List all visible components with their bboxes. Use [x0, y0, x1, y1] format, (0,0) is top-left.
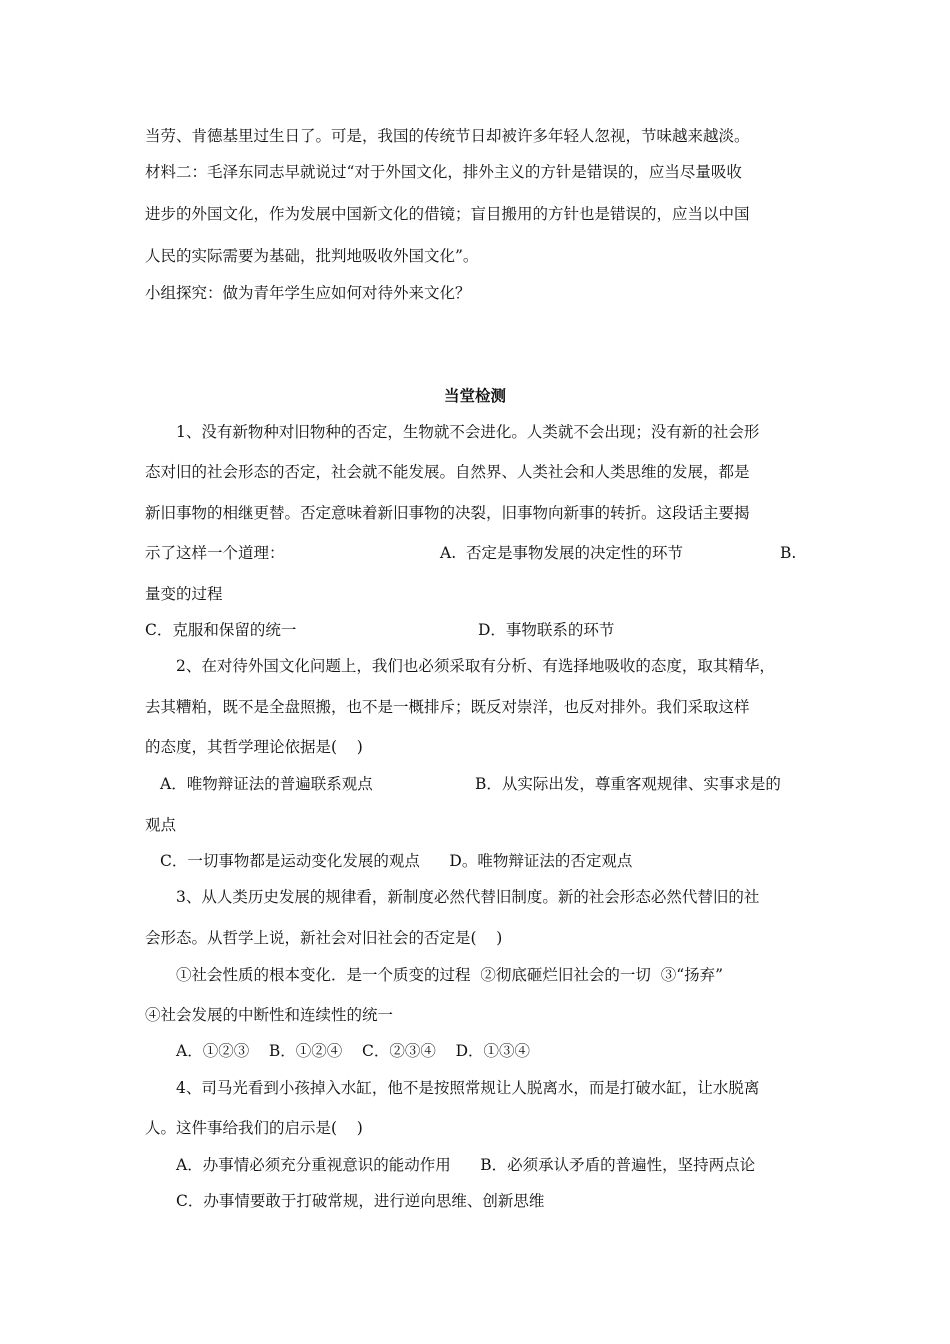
q1-option-a: A. 否定是事物发展的决定性的环节: [440, 544, 683, 562]
q2-line-1: 2、在对待外国文化问题上，我们也必须采取有分析、有选择地吸收的态度，取其精华，: [176, 657, 775, 675]
q4-line-1: 4、司马光看到小孩掉入水缸，他不是按照常规让人脱离水，而是打破水缸，让水脱离: [176, 1079, 760, 1097]
q1-line-3: 新旧事物的相继更替。否定意味着新旧事物的决裂，旧事物向新事的转折。这段话主要揭: [145, 504, 750, 522]
q2-option-b-cont: 观点: [145, 816, 177, 834]
q1-line-1: 1、没有新物种对旧物种的否定，生物就不会进化。人类就不会出现；没有新的社会形: [176, 423, 760, 441]
q2-option-a: A．唯物辩证法的普遍联系观点: [160, 775, 373, 793]
group-inquiry: 小组探究：做为青年学生应如何对待外来文化？: [145, 284, 471, 302]
q1-option-c: C．克服和保留的统一: [145, 621, 297, 639]
q4-option-c: C．办事情要敢于打破常规，进行逆向思维、创新思维: [176, 1192, 545, 1210]
section-title: 当堂检测: [443, 387, 506, 405]
material-line-3: 进步的外国文化，作为发展中国新文化的借镜；盲目搬用的方针也是错误的，应当以中国: [145, 205, 750, 223]
q2-options-cd: C．一切事物都是运动变化发展的观点 D。唯物辩证法的否定观点: [160, 852, 633, 870]
q1-line-2: 态对旧的社会形态的否定，社会就不能发展。自然界、人类社会和人类思维的发展，都是: [145, 463, 750, 481]
material-line-4: 人民的实际需要为基础，批判地吸收外国文化”。: [145, 247, 479, 265]
q4-options-ab: A．办事情必须充分重视意识的能动作用 B．必须承认矛盾的普遍性，坚持两点论: [176, 1156, 756, 1174]
q1-line-4: 示了这样一个道理：: [145, 544, 285, 562]
q3-line-2: 会形态。从哲学上说，新社会对旧社会的否定是( ): [145, 929, 503, 947]
q1-option-b-text: 量变的过程: [145, 585, 223, 603]
q1-option-b-label: B.: [780, 544, 797, 562]
material-line-2: 材料二：毛泽东同志早就说过“对于外国文化，排外主义的方针是错误的，应当尽量吸收: [145, 163, 742, 181]
q3-options: A．①②③ B．①②④ C．②③④ D．①③④: [176, 1042, 530, 1060]
q1-option-d: D．事物联系的环节: [478, 621, 615, 639]
q2-option-b: B．从实际出发，尊重客观规律、实事求是的: [475, 775, 781, 793]
q4-line-2: 人。这件事给我们的启示是( ): [145, 1119, 363, 1137]
material-line-1: 当劳、肯德基里过生日了。可是，我国的传统节日却被许多年轻人忽视，节味越来越淡。: [145, 127, 750, 145]
q3-line-1: 3、从人类历史发展的规律看，新制度必然代替旧制度。新的社会形态必然代替旧的社: [176, 888, 760, 906]
q3-line-3: ①社会性质的根本变化．是一个质变的过程 ②彻底砸烂旧社会的一切 ③“扬弃”: [176, 966, 724, 984]
q3-line-4: ④社会发展的中断性和连续性的统一: [145, 1006, 394, 1024]
q2-line-2: 去其糟粕，既不是全盘照搬，也不是一概排斥；既反对崇洋，也反对排外。我们采取这样: [145, 698, 750, 716]
q2-line-3: 的态度，其哲学理论依据是( ): [145, 738, 363, 756]
